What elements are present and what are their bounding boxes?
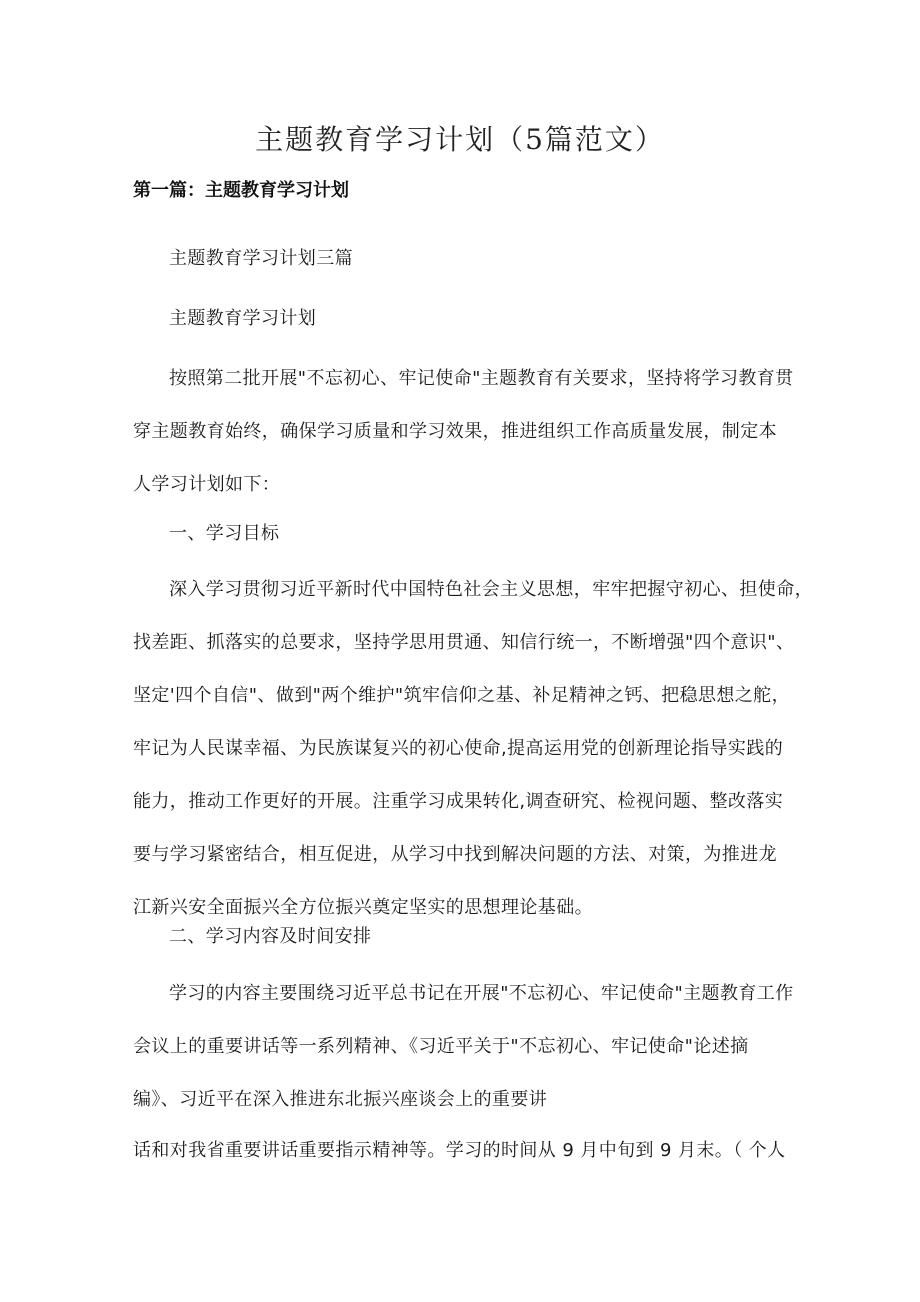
subtitle-line: 主题教育学习计划 [169, 308, 317, 329]
section-heading: 第一篇：主题教育学习计划 [133, 180, 349, 201]
subtitle-three-articles [133, 232, 793, 285]
subtitle-plan [133, 292, 793, 345]
paragraph-intro [133, 352, 793, 511]
paragraph-line: 江新兴安全面振兴全方位振兴奠定坚实的思想理论基础。 [133, 897, 593, 918]
document-title: 主题教育学习计划（5篇范文） [255, 123, 665, 156]
paragraph-line: 坚定'四个自信"、做到"两个维护"筑牢信仰之基、补足精神之钙、把稳思想之舵， [133, 685, 790, 706]
heading-line: 二、学习内容及时间安排 [169, 926, 372, 947]
paragraph-line: 穿主题教育始终，确保学习质量和学习效果，推进组织工作高质量发展，制定本 [133, 421, 777, 442]
heading-learning-goals [133, 507, 793, 560]
subtitle-line: 主题教育学习计划三篇 [169, 248, 353, 269]
paragraph-content [133, 967, 793, 1126]
paragraph-line: 人学习计划如下： [133, 474, 281, 495]
paragraph-goals [133, 563, 813, 934]
paragraph-line: 编》、习近平在深入推进东北振兴座谈会上的重要讲 [133, 1089, 548, 1110]
paragraph-line: 会议上的重要讲话等一系列精神、《习近平关于"不忘初心、牢记使命"论述摘 [133, 1036, 749, 1057]
paragraph-line: 要与学习紧密结合，相互促进，从学习中找到解决问题的方法、对策，为推进龙 [133, 844, 777, 865]
paragraph-line: 深入学习贯彻习近平新时代中国特色社会主义思想，牢牢把握守初心、担使命， [169, 579, 813, 600]
paragraph-line: 话和对我省重要讲话重要指示精神等。学习的时间从 9 月中旬到 9 月末。（ 个人 [133, 1140, 786, 1161]
paragraph-line: 按照第二批开展"不忘初心、牢记使命"主题教育有关要求，坚持将学习教育贯 [169, 368, 794, 389]
paragraph-line: 能力，推动工作更好的开展。注重学习成果转化,调查研究、检视问题、整改落实 [133, 791, 784, 812]
heading-content-schedule [133, 910, 793, 963]
paragraph-line: 牢记为人民谋幸福、为民族谋复兴的初心使命,提高运用党的创新理论指导实践的 [133, 738, 784, 759]
paragraph-line: 学习的内容主要围绕习近平总书记在开展"不忘初心、牢记使命"主题教育工作 [169, 983, 794, 1004]
paragraph-line: 找差距、抓落实的总要求，坚持学思用贯通、知信行统一，不断增强"四个意识"、 [133, 632, 795, 653]
heading-line: 一、学习目标 [169, 523, 280, 544]
paragraph-continued [133, 1124, 793, 1177]
